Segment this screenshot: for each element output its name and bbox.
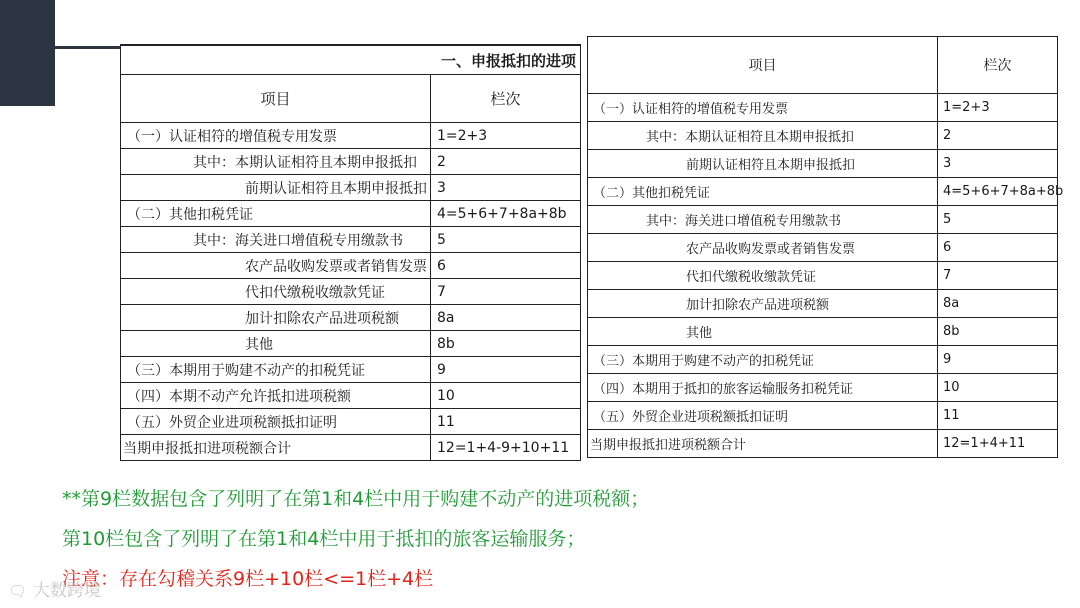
row-item: （四）本期不动产允许抵扣进项税额 (121, 383, 431, 409)
table-row (121, 435, 581, 461)
row-item: （一）认证相符的增值税专用发票 (588, 94, 938, 122)
row-item: 其中：本期认证相符且本期申报抵扣 (588, 122, 938, 150)
row-column-number: 8a (938, 290, 1058, 318)
watermark (8, 576, 101, 601)
row-column-number: 5 (938, 206, 1058, 234)
table-row (588, 346, 1058, 374)
left-table-panel (120, 44, 577, 460)
row-item: 农产品收购发票或者销售发票 (588, 234, 938, 262)
row-item: 加计扣除农产品进项税额 (588, 290, 938, 318)
row-column-number: 1=2+3 (431, 123, 581, 149)
row-column-number: 11 (431, 409, 581, 435)
table-row (121, 123, 581, 149)
row-column-number: 10 (431, 383, 581, 409)
row-column-number: 6 (431, 253, 581, 279)
table-row (121, 383, 581, 409)
row-column-number: 2 (938, 122, 1058, 150)
header-item: 项目 (588, 37, 938, 94)
section-title: 一、申报抵扣的进项 (121, 45, 581, 75)
row-column-number: 4=5+6+7+8a+8b (431, 201, 581, 227)
row-item: 前期认证相符且本期申报抵扣 (121, 175, 431, 201)
table-row (121, 305, 581, 331)
table-row (121, 357, 581, 383)
table-row (588, 150, 1058, 178)
table-row (588, 262, 1058, 290)
table-row (121, 279, 581, 305)
section-title-row (121, 45, 581, 75)
right-deduction-table (587, 36, 1064, 458)
table-row (588, 374, 1058, 402)
note-line-3: 注意：存在勾稽关系9栏+10栏<=1栏+4栏 (62, 568, 434, 590)
table-row (588, 206, 1058, 234)
table-row (588, 94, 1058, 122)
row-column-number: 8b (431, 331, 581, 357)
row-item: 其他 (588, 318, 938, 346)
row-item: 其中：海关进口增值税专用缴款书 (121, 227, 431, 253)
row-column-number: 5 (431, 227, 581, 253)
row-column-number: 11 (938, 402, 1058, 430)
row-item: 当期申报抵扣进项税额合计 (588, 430, 938, 458)
row-column-number: 8a (431, 305, 581, 331)
header-row (588, 37, 1058, 94)
row-column-number: 8b (938, 318, 1058, 346)
row-item: （五）外贸企业进项税额抵扣证明 (121, 409, 431, 435)
row-column-number: 7 (938, 262, 1058, 290)
title-accent-line (55, 46, 120, 49)
row-item: （二）其他扣税凭证 (121, 201, 431, 227)
row-column-number: 2 (431, 149, 581, 175)
row-item: 前期认证相符且本期申报抵扣 (588, 150, 938, 178)
row-column-number: 7 (431, 279, 581, 305)
row-item: 其他 (121, 331, 431, 357)
row-item: 代扣代缴税收缴款凭证 (588, 262, 938, 290)
table-row (121, 253, 581, 279)
table-row (121, 331, 581, 357)
row-column-number: 12=1+4+11 (938, 430, 1058, 458)
header-column: 栏次 (938, 37, 1058, 94)
row-column-number: 10 (938, 374, 1058, 402)
row-item: 当期申报抵扣进项税额合计 (121, 435, 431, 461)
header-row (121, 75, 581, 123)
row-column-number: 3 (431, 175, 581, 201)
note-line-2: 第10栏包含了列明了在第1和4栏中用于抵扣的旅客运输服务； (62, 528, 586, 550)
row-item: （三）本期用于购建不动产的扣税凭证 (588, 346, 938, 374)
table-row (588, 402, 1058, 430)
row-item: （五）外贸企业进项税额抵扣证明 (588, 402, 938, 430)
table-row (588, 430, 1058, 458)
row-column-number: 4=5+6+7+8a+8b (938, 178, 1058, 206)
table-row (588, 290, 1058, 318)
row-column-number: 9 (938, 346, 1058, 374)
table-row (588, 234, 1058, 262)
row-column-number: 9 (431, 357, 581, 383)
row-item: 加计扣除农产品进项税额 (121, 305, 431, 331)
row-column-number: 6 (938, 234, 1058, 262)
corner-decoration (0, 0, 55, 106)
chat-bubble-icon: 🗨 (8, 582, 28, 600)
row-column-number: 1=2+3 (938, 94, 1058, 122)
header-item: 项目 (121, 75, 431, 123)
row-item: 代扣代缴税收缴款凭证 (121, 279, 431, 305)
table-row (121, 149, 581, 175)
table-row (588, 178, 1058, 206)
table-row (121, 227, 581, 253)
row-column-number: 3 (938, 150, 1058, 178)
row-item: 农产品收购发票或者销售发票 (121, 253, 431, 279)
table-row (121, 201, 581, 227)
table-row (121, 409, 581, 435)
row-item: （三）本期用于购建不动产的扣税凭证 (121, 357, 431, 383)
note-line-1: **第9栏数据包含了列明了在第1和4栏中用于购建不动产的进项税额； (62, 488, 650, 510)
table-row (588, 318, 1058, 346)
row-item: 其中：海关进口增值税专用缴款书 (588, 206, 938, 234)
table-row (588, 122, 1058, 150)
table-row (121, 175, 581, 201)
row-item: （一）认证相符的增值税专用发票 (121, 123, 431, 149)
left-deduction-table (120, 44, 581, 461)
row-item: （二）其他扣税凭证 (588, 178, 938, 206)
row-item: 其中：本期认证相符且本期申报抵扣 (121, 149, 431, 175)
row-item: （四）本期用于抵扣的旅客运输服务扣税凭证 (588, 374, 938, 402)
row-column-number: 12=1+4-9+10+11 (431, 435, 581, 461)
header-column: 栏次 (431, 75, 581, 123)
watermark-text: 大数跨境 (33, 581, 102, 601)
